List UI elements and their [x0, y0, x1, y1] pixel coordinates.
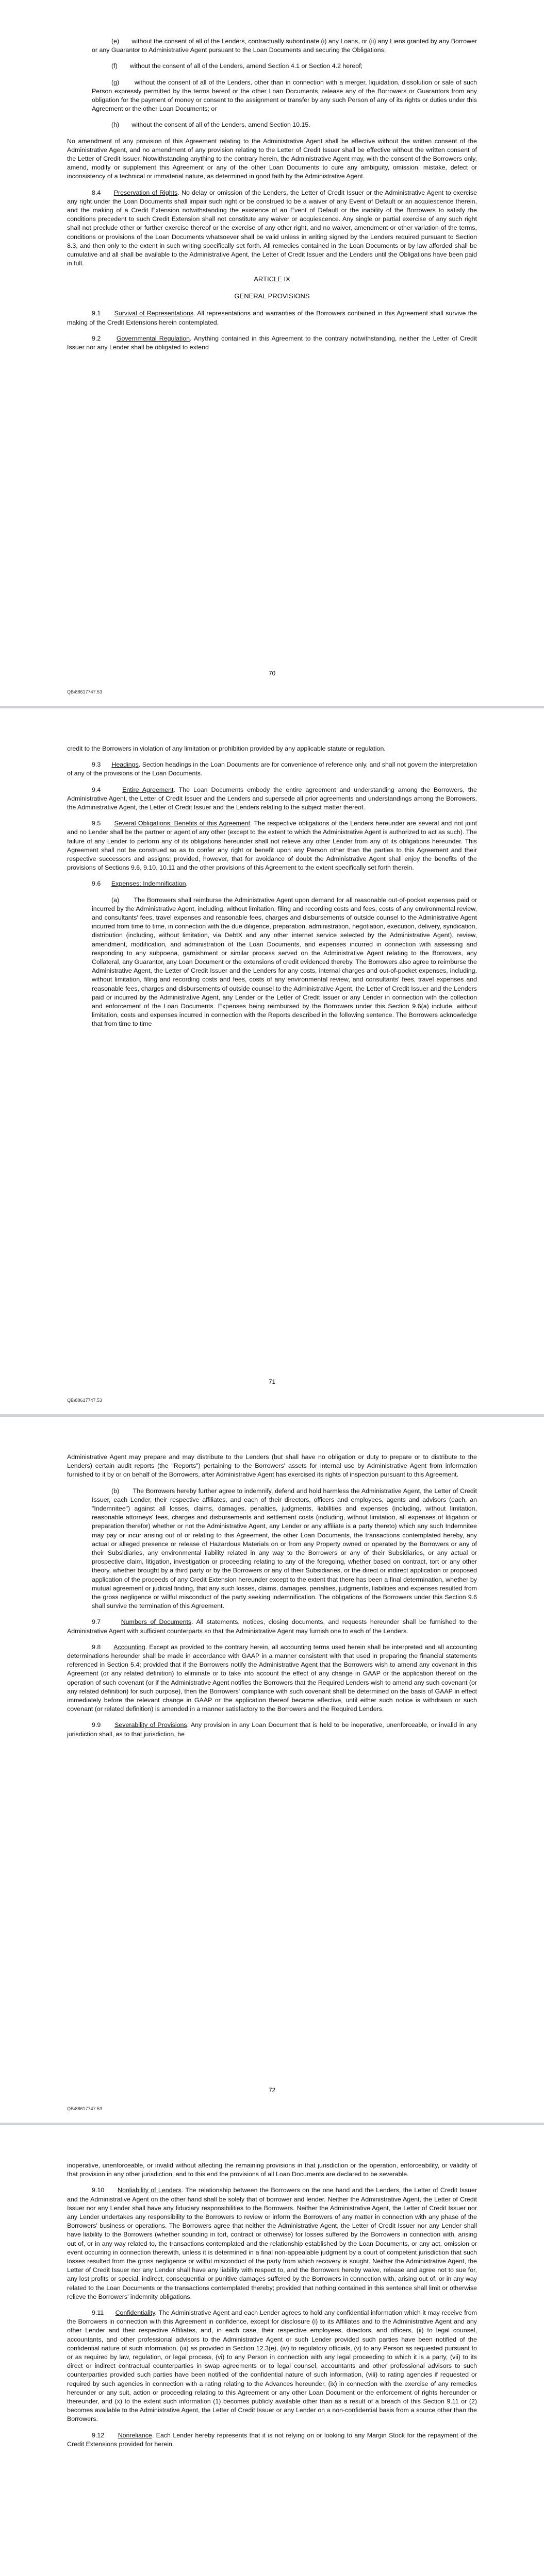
page-number: 71	[268, 1378, 276, 1385]
page-number: 72	[268, 2087, 276, 2094]
document-page-72	[0, 1417, 544, 2123]
section-9-9: 9.9 Severability of Provisions. Any provision in any Loan Document that is held to be inoperative, unenforceable, or invalid in any jurisdiction shall, as to that jurisdiction, be	[67, 1721, 477, 1738]
section-9-12: 9.12 Nonreliance. Each Lender hereby represents that it is not relying on or looking to any Margin Stock for the repayment of the Credit Extensions provided for herein.	[67, 2431, 477, 2448]
section-9-10: 9.10 Nonliability of Lenders. The relationship between the Borrowers on the one hand and the Lenders, the Letter of Credit Issuer and the Administrative Agent on the other hand shall be solely that of borrower and lender. Neither the Administrative Agent, the Letter of Credit Issuer nor any Lender shall have any fiduciary responsibilities to the Borrowers. Neither the Administrative Agent, the Letter of Credit Issuer nor any Lender undertakes any responsibility to the Borrowers to review or inform the Borrowers of any matter in connection with any phase of the Borrowers' business or operations. The Borrowers agree that neither the Administrative Agent, the Letter of Credit Issuer nor any Lender shall have liability to the Borrowers (whether sounding in tort, contract or otherwise) for losses suffered by the Borrowers in connection with, arising out of, or in any way related to, the transactions contemplated and the relationship established by the Loan Documents, or any act, omission or event occurring in connection therewith, unless it is determined in a final non-appealable judgment by a court of competent jurisdiction that such losses resulted from the gross negligence or willful misconduct of the party from which recovery is sought. Neither the Administrative Agent, the Letter of Credit Issuer nor any Lender shall have any liability with respect to, and the Borrowers hereby waive, release and agree not to sue for, any lost profits or special, indirect, consequential or punitive damages suffered by the Borrowers in connection with, arising out of, or in any way related to the Loan Documents or the transactions contemplated thereby; provided that nothing contained in this sentence shall limit or otherwise relieve the Borrowers' indemnity obligations.	[67, 2187, 477, 2300]
section-9-6: 9.6 Expenses; Indemnification.	[92, 880, 188, 888]
section-9-1: 9.1 Survival of Representations. All representations and warranties of the Borrowers contained in this Agreement shall survive the making of the Credit Extensions herein contemplated.	[67, 310, 477, 326]
section-9-3: 9.3 Headings. Section headings in the Loan Documents are for convenience of reference only, and shall not govern the interpretation of any of the provisions of the Loan Documents.	[67, 761, 477, 777]
amendment-paragraph: No amendment of any provision of this Agreement relating to the Administrative Agent shall be effective without the written consent of the Administrative Agent, and no amendment of any provision relating to the Letter of Credit Issuer shall be effective without the written consent of the Letter of Credit Issuer. Notwithstanding anything to the contrary herein, the Administrative Agent may, with the consent of the Borrowers only, amend, modify or supplement this Agreement or any of the other Loan Documents to cure any ambiguity, omission, mistake, defect or inconsistency of a technical or immaterial nature, as determined in good faith by the Administrative Agent.	[67, 137, 477, 180]
document-page-71	[0, 708, 544, 1414]
section-9-8: 9.8 Accounting. Except as provided to the contrary herein, all accounting terms used herein shall be interpreted and all accounting determinations hereunder shall be made in accordance with GAAP in a manner consistent with that used in preparing the financial statements referenced in Section 5.4; provided that if the Borrowers notify the Administrative Agent that the Borrowers wish to amend any covenant in this Agreement (or any related definition) to eliminate or to take into account the effect of any change in GAAP or the application thereof on the operation of such covenant (or if the Administrative Agent notifies the Borrowers that the Required Lenders wish to amend any such covenant (or any related definition) for such purpose), then the Borrowers' compliance with such covenant shall be determined on the basis of GAAP in effect immediately before the relevant change in GAAP or the application thereof became effective, until either such notice is withdrawn or such covenant (or related definition) is amended in a manner satisfactory to the Borrowers and the Required Lenders.	[67, 1643, 477, 1713]
document-id: QB\88617747.53	[67, 689, 103, 694]
section-9-7: 9.7 Numbers of Documents. All statements, notices, closing documents, and requests hereunder shall be furnished to the Administrative Agent with sufficient counterparts so that the Administrative Agent may furnish one to each of the Lenders.	[67, 1618, 477, 1635]
article-subtitle: GENERAL PROVISIONS	[234, 292, 310, 300]
article-title: ARTICLE IX	[254, 275, 290, 283]
clause-f: (f) without the consent of all of the Lenders, amend Section 4.1 or Section 4.2 hereof;	[111, 62, 362, 70]
clause-9-6-b: (b) The Borrowers hereby further agree to indemnify, defend and hold harmless the Administrative Agent, the Letter of Credit Issuer, each Lender, their respective affiliates, and each of their directors, officers and employees, agents and advisors (each, an "Indemnitee") against all losses, claims, damages, penalties, judgments, liabilities and expenses (including, without limitation, reasonable attorneys' fees, charges and disbursements and settlement costs (including, without limitation, all expenses of litigation or preparation therefor) whether or not the Administrative Agent, any Lender or any affiliate is a party thereto) which any such Indemnitee may pay or incur arising out of or relating to this Agreement, the other Loan Documents, the transactions contemplated hereby, any actual or alleged presence or release of Hazardous Materials on or from any Property owned or operated by the Borrowers or any of their Subsidiaries, any environmental liability related in any way to the Borrowers or any of their Subsidiaries, or any actual or prospective claim, litigation, investigation or proceeding relating to any of the foregoing, whether based on contract, tort or any other theory, whether brought by a third party or by the Borrowers or any of their Subsidiaries, or the direct or indirect application or proposed application of the proceeds of any Credit Extension hereunder except to the extent that there has been a final determination, whether by mutual agreement or judicial finding, that any such losses, claims, damages, penalties, judgments, liabilities and expenses resulted from the gross negligence or willful misconduct of the party seeking indemnification. The obligations of the Borrowers under this Section 9.6 shall survive the termination of this Agreement.	[92, 1487, 477, 1610]
clause-e: (e) without the consent of all of the Lenders, contractually subordinate (i) any Loans, or (ii) any Liens granted by any Borrower or any Guarantor to Administrative Agent pursuant to the Loan Documents and securing the Obligations;	[92, 38, 477, 54]
document-id: QB\88617747.53	[67, 2106, 103, 2111]
clause-g: (g) without the consent of all of the Lenders, other than in connection with a merger, liquidation, dissolution or sale of such Person expressly permitted by the terms hereof or the other Loan Documents, release any of the Borrowers or Guarantors from any obligation for the payment of money or consent to the assignment or transfer by any such Person of any of its rights or duties under this Agreement or the other Loan Documents; or	[92, 78, 477, 113]
section-9-4: 9.4 Entire Agreement. The Loan Documents embody the entire agreement and understanding among the Borrowers, the Administrative Agent, the Letter of Credit Issuer and the Lenders and supersede all prior agreements and understandings among the Borrowers, the Administrative Agent, the Letter of Credit Issuer and the Lenders relating to the subject matter thereof.	[67, 786, 477, 811]
clause-h: (h) without the consent of all of the Lenders, amend Section 10.15.	[111, 121, 310, 129]
section-9-11: 9.11 Confidentiality. The Administrative Agent and each Lender agrees to hold any confidential information which it may receive from the Borrowers in connection with this Agreement in confidence, except for disclosure (i) to its Affiliates and to the Administrative Agent and any other Lender and their respective Affiliates, and, in each case, their respective employees, directors, and officers, (ii) to legal counsel, accountants, and other professional advisors to the Administrative Agent or such Lender provided such parties have been notified of the confidential nature of such information, (iii) as provided in Section 12.3(e), (iv) to regulatory officials, (v) to any Person as requested pursuant to or as required by law, regulation, or legal process, (vi) to any Person in connection with any legal proceeding to which it is a party, (vii) to its direct or indirect contractual counterparties in swap agreements or to legal counsel, accountants and other professional advisors to such counterparties provided such parties have been notified of the confidential nature of such information, (viii) to rating agencies if requested or required by such agencies in connection with a rating relating to the Advances hereunder, (ix) in connection with the exercise of any remedies hereunder or any suit, action or proceeding relating to this Agreement or any other Loan Document or the enforcement of rights hereunder or thereunder, and (x) to the extent such information (1) becomes publicly available other than as a result of a breach of this Section 9.11 or (2) becomes available to the Administrative Agent, the Letter of Credit Issuer or any Lender on a non-confidential basis from a source other than the Borrowers.	[67, 2309, 477, 2423]
section-9-2: 9.2 Governmental Regulation. Anything contained in this Agreement to the contrary notwithstanding, neither the Letter of Credit Issuer nor any Lender shall be obligated to extend	[67, 334, 477, 351]
document-page-70	[0, 0, 544, 706]
page-number: 70	[268, 670, 276, 677]
continuation-paragraph: credit to the Borrowers in violation of any limitation or prohibition provided by any applicable statute or regulation.	[67, 745, 386, 752]
clause-9-6-a: (a) The Borrowers shall reimburse the Administrative Agent upon demand for all reasonable out-of-pocket expenses paid or incurred by the Administrative Agent, including, without limitation, filing and recording costs and fees, costs of any environmental review, and consultants' fees, travel expenses and reasonable fees, charges and disbursements of outside counsel to the Administrative Agent incurred from time to time, in connection with the due diligence, preparation, administration, negotiation, execution, delivery, syndication, distribution (including, without limitation, via DebtX and any other internet service selected by the Administrative Agent), review, amendment, modification, and administration of the Loan Documents, and expenses incurred in connection with assessing and responding to any subpoena, garnishment or similar process served on the Administrative Agent relating to the Borrowers, any Collateral, any Guarantor, any Loan Document or the extensions of credit evidenced thereby. The Borrowers also agree to reimburse the Administrative Agent, the Letter of Credit Issuer and the Lenders for any costs, internal charges and out-of-pocket expenses, including, without limitation, filing and recording costs and fees, costs of any environmental review, and consultants' fees, travel expenses and reasonable fees, charges and disbursements of outside counsel to the Administrative Agent, the Letter of Credit Issuer and the Lenders paid or incurred by the Administrative Agent, any Lender or the Letter of Credit Issuer or any Lender in connection with the collection and enforcement of the Loan Documents. Expenses being reimbursed by the Borrowers under this Section 9.6(a) include, without limitation, costs and expenses incurred in connection with the Reports described in the following sentence. The Borrowers acknowledge that from time to time	[92, 896, 477, 1028]
continuation-paragraph: Administrative Agent may prepare and may distribute to the Lenders (but shall have no obligation or duty to prepare or to distribute to the Lenders) certain audit reports (the "Reports") pertaining to the Borrowers' assets for internal use by Administrative Agent from information furnished to it by or on behalf of the Borrowers, after Administrative Agent has exercised its rights of inspection pursuant to this Agreement.	[67, 1453, 477, 1479]
document-id: QB\88617747.53	[67, 1398, 103, 1403]
document-page-73	[0, 2125, 544, 2576]
section-9-5: 9.5 Several Obligations; Benefits of this Agreement. The respective obligations of the Lenders hereunder are several and not joint and no Lender shall be the partner or agent of any other (except to the extent to which the Administrative Agent is authorized to act as such). The failure of any Lender to perform any of its obligations hereunder shall not relieve any other Lender from any of its obligations hereunder. This Agreement shall not be construed so as to confer any right or benefit upon any Person other than the parties to this Agreement and their respective successors and assigns; provided, however, that for avoidance of doubt the Administrative Agent shall enjoy the benefits of the provisions of Sections 9.6, 9.10, 10.11 and the other provisions of this Agreement to the extent specifically set forth therein.	[67, 820, 477, 872]
section-8-4: 8.4 Preservation of Rights. No delay or omission of the Lenders, the Letter of Credit Issuer or the Administrative Agent to exercise any right under the Loan Documents shall impair such right or be construed to be a waiver of any Event of Default or an acquiescence therein, and the making of a Credit Extension notwithstanding the existence of an Event of Default or the inability of the Borrowers to satisfy the conditions precedent to such Credit Extension shall not constitute any waiver or acquiescence. Any single or partial exercise of any such right shall not preclude other or further exercise thereof or the exercise of any other right, and no waiver, amendment or other variation of the terms, conditions or provisions of the Loan Documents whatsoever shall be valid unless in writing signed by the Lenders required pursuant to Section 8.3, and then only to the extent in such writing specifically set forth. All remedies contained in the Loan Documents or by law afforded shall be cumulative and all shall be available to the Administrative Agent, the Letter of Credit Issuer and the Lenders until the Obligations have been paid in full.	[67, 189, 477, 267]
continuation-paragraph: inoperative, unenforceable, or invalid without affecting the remaining provisions in that jurisdiction or the operation, enforceability, or validity of that provision in any other jurisdiction, and to this end the provisions of all Loan Documents are declared to be severable.	[67, 2162, 477, 2178]
